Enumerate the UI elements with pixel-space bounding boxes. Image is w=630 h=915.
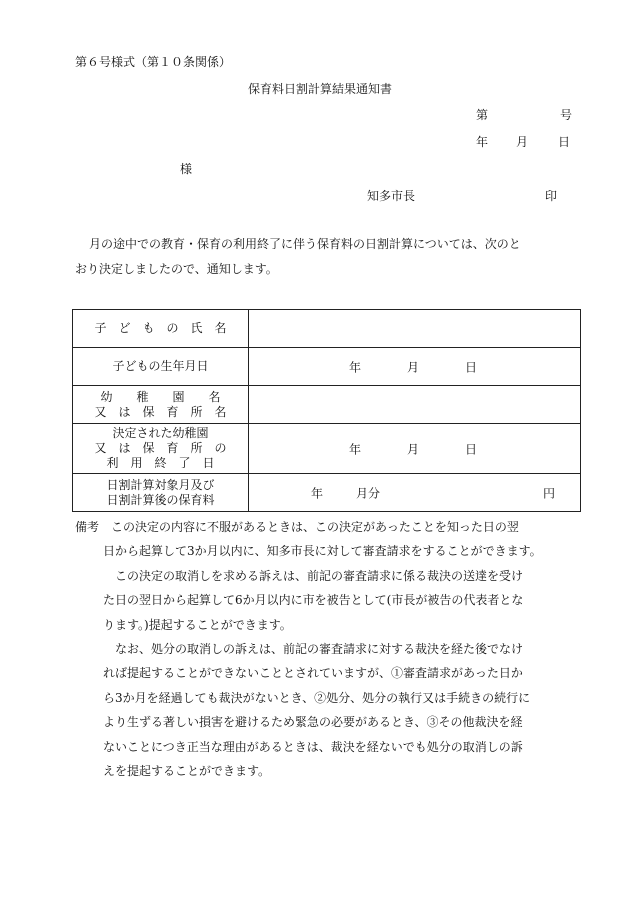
intro-paragraph: [75, 232, 595, 282]
issue-date-month: 月: [516, 135, 529, 149]
birth-date-year: 年: [349, 360, 362, 374]
remarks-line-9: より生ずる著しい損害を避けるため緊急の必要があるとき、③その他裁決を経: [103, 715, 523, 730]
remarks-line-10: ないことにつき正当な理由があるときは、裁決を経ないでも処分の取消しの訴: [103, 739, 523, 754]
end-date-label: [73, 424, 249, 474]
issuer-name: 知多市長: [367, 189, 416, 203]
facility-label-line-1: 幼 稚 園 名: [100, 389, 221, 404]
table-row-birth-date: [73, 348, 581, 386]
issue-date-day: 日: [558, 135, 571, 149]
child-name-field: [249, 310, 581, 348]
calculation-label-line-2: 日割計算後の保育料: [106, 492, 215, 507]
intro-line-1: 月の途中での教育・保育の利用終了に伴う保育料の日割計算については、次のと: [89, 237, 521, 251]
end-date-day: 日: [465, 442, 478, 456]
document-number-suffix: 号: [560, 108, 573, 122]
remarks-line-3: この決定の取消しを求める訴えは、前記の審査請求に係る裁決の送達を受け: [115, 568, 524, 583]
birth-date-day: 日: [465, 360, 478, 374]
facility-field: [249, 386, 581, 424]
remarks-line-6: なお、処分の取消しの訴えは、前記の審査請求に対する裁決を経た後でなけ: [115, 642, 524, 657]
remarks-line-11: えを提起することができます。: [103, 764, 271, 779]
remarks-text-1: この決定の内容に不服があるときは、この決定があったことを知った日の翌: [111, 520, 519, 534]
remarks-heading: 備考: [75, 520, 100, 534]
child-name-label: 子 ど も の 氏 名: [73, 310, 249, 348]
calculation-yen: 円: [543, 486, 556, 500]
calculation-label-line-1: 日割計算対象月及び: [106, 477, 215, 492]
table-row-end-date: [73, 424, 581, 474]
remarks-section: [75, 515, 605, 783]
seal-mark: 印: [545, 189, 558, 203]
calculation-label: [73, 474, 249, 512]
remarks-line-8: ら3か月を経過しても裁決がないとき、②処分、処分の執行又は手続きの続行に: [103, 690, 531, 705]
remarks-line-2: 日から起算して3か月以内に、知多市長に対して審査請求をすることができます。: [103, 544, 542, 559]
document-title: 保育料日割計算結果通知書: [248, 82, 393, 96]
calculation-year: 年: [311, 486, 324, 500]
birth-date-month: 月: [407, 360, 420, 374]
calculation-field: [249, 474, 581, 512]
form-number: 第６号様式（第１０条関係）: [75, 55, 232, 69]
facility-label: [73, 386, 249, 424]
facility-label-line-2: 又 は 保 育 所 名: [94, 404, 227, 419]
end-date-label-line-2: 又 は 保 育 所 の: [94, 441, 227, 455]
table-row-calculation: [73, 474, 581, 512]
remarks-line-7: れば提起することができないこととされていますが、①審査請求があった日か: [103, 666, 523, 681]
remarks-line-1: [75, 515, 605, 539]
addressee-suffix: 様: [180, 162, 193, 176]
remarks-line-4: た日の翌日から起算して6か月以内に市を被告として(市長が被告の代表者とな: [103, 593, 524, 608]
document-number-prefix: 第: [476, 108, 489, 122]
end-date-field: [249, 424, 581, 474]
table-row-facility: [73, 386, 581, 424]
issue-date-year: 年: [476, 135, 489, 149]
calculation-month-portion: 月分: [356, 486, 381, 500]
birth-date-field: [249, 348, 581, 386]
end-date-label-line-3: 利 用 終 了 日: [106, 456, 215, 470]
end-date-label-line-1: 決定された幼稚園: [112, 426, 209, 440]
end-date-year: 年: [349, 442, 362, 456]
intro-line-2: おり決定しましたので、通知します。: [75, 262, 278, 276]
table-row-child-name: [73, 310, 581, 348]
birth-date-label: 子どもの生年月日: [73, 348, 249, 386]
calculation-table: [72, 309, 581, 512]
end-date-month: 月: [407, 442, 420, 456]
remarks-line-5: ります。)提起することができます。: [103, 617, 292, 632]
